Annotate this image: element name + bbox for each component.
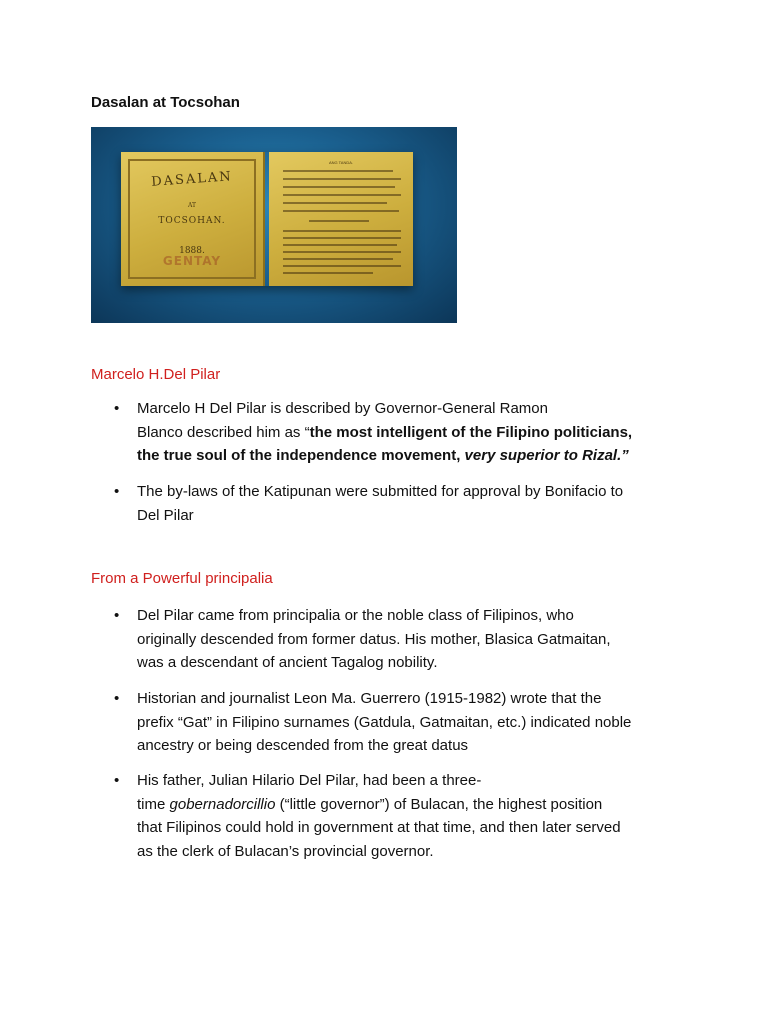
text-line [283,251,401,253]
section-heading: From a Powerful principalia [91,570,273,587]
bullet-text [137,604,611,675]
text-line [137,421,632,445]
bullet-symbol: • [114,400,120,417]
text-line: as the clerk of Bulacan’s provincial governor. [137,842,434,860]
text-line [283,178,401,180]
bullet-symbol: • [114,690,120,707]
text-line [309,220,369,222]
text-line: originally descended from former datus. His mother, Blasica Gatmaitan, [137,630,611,648]
bold-text: the true soul of the independence movement, [137,447,465,464]
bullet-symbol: • [114,607,120,624]
bullet-text [137,397,632,468]
text-span: time [137,795,170,813]
text-line [283,202,387,204]
bold-text: the most intelligent of the Filipino politicians, [309,423,633,441]
text-line [137,793,621,817]
text-line [137,444,632,468]
text-line: prefix “Gat” in Filipino surnames (Gatdula, Gatmaitan, etc.) indicated noble [137,713,632,731]
book-photo [91,127,457,323]
text-line: was a descendant of ancient Tagalog nobility. [137,654,438,671]
text-line: Del Pilar came from principalia or the noble class of Filipinos, who [137,607,574,624]
text-line [283,265,401,267]
bullet-symbol: • [114,483,120,500]
text-line [283,244,397,246]
book-text-page [269,152,413,286]
text-line: Historian and journalist Leon Ma. Guerrero (1915-1982) wrote that the [137,690,602,707]
open-book [121,152,413,286]
text-line: that Filipinos could hold in government at that time, and then later served [137,819,621,836]
text-span: Blanco described him as “ [137,423,310,441]
text-line [283,237,401,239]
text-span: (“little governor”) of Bulacan, the highest position [275,795,603,813]
text-line [283,258,393,260]
bullet-text [137,480,623,527]
bullet-text [137,687,631,758]
text-line: The by-laws of the Katipunan were submitted for approval by Bonifacio to [137,483,624,500]
text-line [283,230,401,232]
text-line [283,210,399,212]
text-line [283,186,395,188]
document-title: Dasalan at Tocsohan [91,94,240,111]
cover-at: AT [187,202,196,209]
bold-italic-text: very superior to Rizal.” [464,447,629,464]
text-line: Del Pilar [137,506,194,524]
text-line: Marcelo H Del Pilar is described by Governor-General Ramon [137,400,548,417]
photo-watermark: GENTAY [162,254,222,268]
section-heading: Marcelo H.Del Pilar [91,366,221,383]
text-line [283,272,373,274]
text-line: His father, Julian Hilario Del Pilar, had been a three- [137,772,482,789]
text-line: ancestry or being descended from the great datus [137,737,469,754]
text-line [283,170,393,172]
cover-year: 1888. [179,246,205,256]
bullet-text [137,769,621,863]
cover-title: DASALAN [150,169,234,190]
cover-subtitle: TOCSOHAN. [158,216,226,226]
bullet-symbol: • [114,772,120,789]
italic-text: gobernadorcillio [169,795,276,813]
book-cover-page [121,152,265,286]
right-page-heading: ANG TANDA. [328,160,354,165]
text-line [283,194,401,196]
